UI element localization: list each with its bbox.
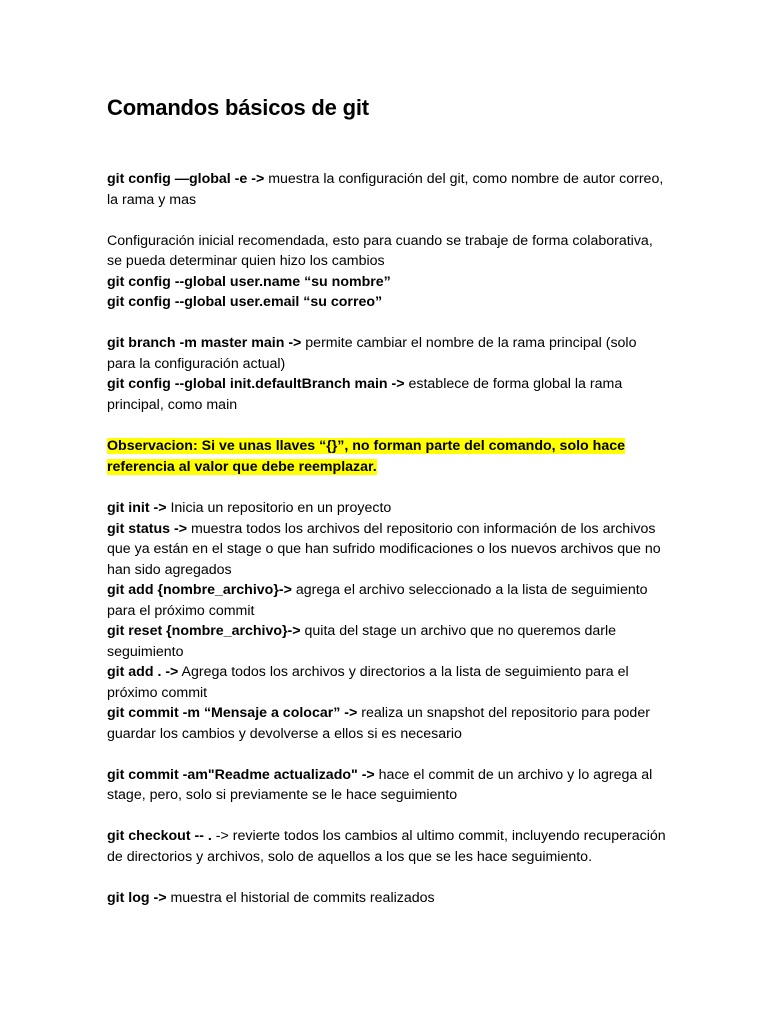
command: git add . ->	[107, 664, 179, 680]
command: git reset {nombre_archivo}->	[107, 623, 301, 639]
note-line: Observacion: Si ve unas llaves “{}”, no forman parte del comando, solo hace	[107, 437, 626, 454]
description: Inicia un repositorio en un proyecto	[166, 500, 392, 516]
command: git commit -am"Readme actualizado" ->	[107, 766, 375, 783]
command: git checkout -- .	[107, 828, 212, 844]
command: git log ->	[107, 889, 167, 906]
description: Agrega todos los archivos y directorios a la lista de seguimiento para el próximo commit	[107, 664, 629, 701]
command: git init ->	[107, 500, 167, 516]
page-title: Comandos básicos de git	[107, 95, 369, 120]
description: hace el commit de un archivo y lo agrega al stage, pero, solo si previamente se le hace seguimiento	[107, 766, 653, 803]
description: establece de forma global la rama principal, como main	[107, 376, 623, 413]
description: muestra todos los archivos del repositorio con información de los archivos que ya están en el stage o que han sufrido modificaciones o los nuevos archivos que no han sido agregados	[107, 520, 661, 578]
command: git config --global init.defaultBranch main ->	[107, 376, 405, 392]
description: quita del stage un archivo que no queremos darle seguimiento	[107, 623, 617, 660]
paragraph-initial-config	[107, 231, 668, 313]
paragraph-checkout	[107, 826, 668, 867]
description: -> revierte todos los cambios al ultimo commit, incluyendo recuperación de directorios y archivos, solo de aquellos a los que se les hace seguimiento.	[107, 828, 666, 865]
paragraph-branch	[107, 333, 668, 415]
command: git commit -m “Mensaje a colocar” ->	[107, 705, 358, 721]
command: git add {nombre_archivo}->	[107, 582, 292, 598]
description: agrega el archivo seleccionado a la lista de seguimiento para el próximo commit	[107, 582, 648, 619]
paragraph-log	[107, 888, 668, 909]
paragraph-commit-am	[107, 765, 668, 806]
command: git config --global user.email “su correo”	[107, 294, 383, 310]
description: muestra la configuración del git, como nombre de autor correo, la rama y mas	[107, 171, 664, 208]
command: git branch -m master main ->	[107, 335, 302, 351]
description: realiza un snapshot del repositorio para poder guardar los cambios y devolverse a ellos si es necesario	[107, 705, 650, 742]
command: git config —global -e ->	[107, 171, 265, 187]
highlighted-note	[107, 436, 668, 478]
paragraph-basic-commands	[107, 498, 668, 744]
note-line: referencia al valor que debe reemplazar.	[107, 458, 377, 475]
description: muestra el historial de commits realizados	[166, 889, 435, 906]
description: permite cambiar el nombre de la rama principal (solo para la configuración actual)	[107, 335, 637, 372]
command: git config --global user.name “su nombre”	[107, 273, 391, 290]
description: Configuración inicial recomendada, esto para cuando se trabaje de forma colaborativa, se pueda determinar quien hizo los cambios	[107, 232, 653, 269]
command: git status ->	[107, 520, 188, 537]
paragraph-config-edit	[107, 169, 668, 210]
